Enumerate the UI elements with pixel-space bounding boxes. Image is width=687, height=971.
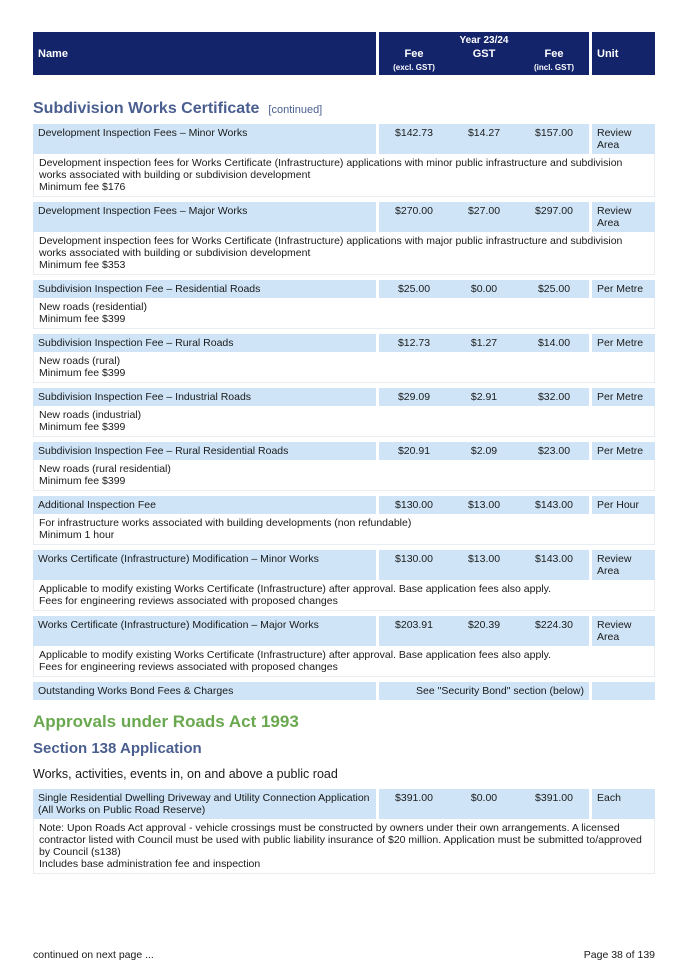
fee-gst: $1.27 xyxy=(449,334,519,352)
fee-excl-gst: $29.09 xyxy=(379,388,449,406)
fee-description-line: New roads (rural) xyxy=(39,355,121,367)
fee-incl-gst: $391.00 xyxy=(519,789,589,819)
fee-description xyxy=(33,232,655,275)
fee-description xyxy=(33,580,655,611)
fee-description xyxy=(33,646,655,677)
fee-rows xyxy=(33,124,655,677)
fee-description-line: Minimum fee $399 xyxy=(39,421,126,433)
header-fee-incl: Fee (incl. GST) xyxy=(534,48,574,72)
roads-fee-description: Note: Upon Roads Act approval - vehicle crossings must be constructed by owners under their own arrangements. A licensed contractor listed with Council must be used with public liability insurance of $20 million. Application must be submitted to/approved by Council (s138) Includes base administration fee and inspection xyxy=(33,819,655,874)
section-138-heading: Section 138 Application xyxy=(33,740,202,757)
fee-row xyxy=(33,334,655,352)
header-gst: GST xyxy=(472,48,496,60)
header-name: Name xyxy=(33,32,376,75)
fee-description xyxy=(33,154,655,197)
fee-unit: Per Metre xyxy=(592,442,655,460)
header-year-group xyxy=(379,32,589,75)
fee-description-line: Minimum fee $353 xyxy=(39,259,126,271)
fee-gst: $13.00 xyxy=(449,550,519,580)
fee-incl-gst: $157.00 xyxy=(519,124,589,154)
fee-excl-gst: $20.91 xyxy=(379,442,449,460)
fee-description-line: Applicable to modify existing Works Certificate (Infrastructure) after approval. Base application fees also apply. xyxy=(39,649,552,661)
fee-excl-gst: $142.73 xyxy=(379,124,449,154)
fee-description-line: New roads (rural residential) xyxy=(39,463,171,475)
fee-name: Subdivision Inspection Fee – Rural Residential Roads xyxy=(33,442,376,460)
fee-incl-gst: $25.00 xyxy=(519,280,589,298)
header-unit: Unit xyxy=(592,32,655,75)
fee-description-line: Minimum 1 hour xyxy=(39,529,115,541)
fee-incl-gst: $23.00 xyxy=(519,442,589,460)
fee-gst: $2.09 xyxy=(449,442,519,460)
fee-name: Works Certificate (Infrastructure) Modification – Major Works xyxy=(33,616,376,646)
fee-row xyxy=(33,280,655,298)
fee-unit: Review Area xyxy=(592,124,655,154)
fee-description-line: Development inspection fees for Works Certificate (Infrastructure) applications with major public infrastructure and subdivision works associated with building or subdivision development xyxy=(39,235,623,259)
fee-unit: Review Area xyxy=(592,550,655,580)
bond-row xyxy=(33,682,655,700)
fee-name: Development Inspection Fees – Major Works xyxy=(33,202,376,232)
fee-description-line: New roads (industrial) xyxy=(39,409,142,421)
fee-description xyxy=(33,406,655,437)
fee-unit: Each xyxy=(592,789,655,819)
fee-unit: Per Metre xyxy=(592,280,655,298)
header-year: Year 23/24 xyxy=(459,35,509,46)
section-138-description: Works, activities, events in, on and above a public road xyxy=(33,767,338,781)
fee-description-line: New roads (residential) xyxy=(39,301,147,313)
fee-description xyxy=(33,352,655,383)
fee-unit: Per Metre xyxy=(592,388,655,406)
fee-row xyxy=(33,124,655,154)
fee-gst: $0.00 xyxy=(449,280,519,298)
fee-excl-gst: $130.00 xyxy=(379,550,449,580)
page-number: Page 38 of 139 xyxy=(583,949,655,961)
fee-name: Subdivision Inspection Fee – Residential Roads xyxy=(33,280,376,298)
fee-gst: $13.00 xyxy=(449,496,519,514)
fee-name: Additional Inspection Fee xyxy=(33,496,376,514)
fee-schedule-page xyxy=(33,32,655,874)
table-header xyxy=(33,32,655,75)
fee-description-line: Applicable to modify existing Works Certificate (Infrastructure) after approval. Base application fees also apply. xyxy=(39,583,552,595)
bond-row-span: See "Security Bond" section (below) xyxy=(379,682,589,700)
fee-excl-gst: $270.00 xyxy=(379,202,449,232)
fee-gst: $20.39 xyxy=(449,616,519,646)
roads-act-heading: Approvals under Roads Act 1993 xyxy=(33,712,299,731)
fee-description-line: Minimum fee $176 xyxy=(39,181,126,193)
fee-excl-gst: $12.73 xyxy=(379,334,449,352)
fee-incl-gst: $32.00 xyxy=(519,388,589,406)
fee-description-line: Minimum fee $399 xyxy=(39,313,126,325)
fee-name: Works Certificate (Infrastructure) Modification – Minor Works xyxy=(33,550,376,580)
fee-name: Single Residential Dwelling Driveway and Utility Connection Application (All Works on Public Road Reserve) xyxy=(33,789,376,819)
fee-description xyxy=(33,514,655,545)
fee-description xyxy=(33,460,655,491)
fee-incl-gst: $297.00 xyxy=(519,202,589,232)
fee-description-line: Minimum fee $399 xyxy=(39,367,126,379)
fee-incl-gst: $14.00 xyxy=(519,334,589,352)
fee-description-line: For infrastructure works associated with building developments (non refundable) xyxy=(39,517,412,529)
fee-gst: $14.27 xyxy=(449,124,519,154)
fee-gst: $2.91 xyxy=(449,388,519,406)
fee-gst: $0.00 xyxy=(449,789,519,819)
header-fee: Fee (excl. GST) xyxy=(393,48,435,72)
fee-name: Subdivision Inspection Fee – Industrial Roads xyxy=(33,388,376,406)
bond-row-unit xyxy=(592,682,655,700)
fee-row xyxy=(33,202,655,232)
fee-description xyxy=(33,298,655,329)
fee-excl-gst: $25.00 xyxy=(379,280,449,298)
section-title: Subdivision Works Certificate [continued] xyxy=(33,100,323,117)
fee-unit: Per Metre xyxy=(592,334,655,352)
fee-gst: $27.00 xyxy=(449,202,519,232)
fee-row xyxy=(33,616,655,646)
fee-excl-gst: $391.00 xyxy=(379,789,449,819)
fee-name: Development Inspection Fees – Minor Works xyxy=(33,124,376,154)
fee-row xyxy=(33,550,655,580)
fee-incl-gst: $143.00 xyxy=(519,550,589,580)
fee-description-line: Fees for engineering reviews associated with proposed changes xyxy=(39,661,338,673)
fee-excl-gst: $203.91 xyxy=(379,616,449,646)
fee-unit: Review Area xyxy=(592,202,655,232)
fee-incl-gst: $224.30 xyxy=(519,616,589,646)
fee-description-line: Minimum fee $399 xyxy=(39,475,126,487)
continued-note: continued on next page ... xyxy=(33,949,154,961)
fee-description-line: Fees for engineering reviews associated with proposed changes xyxy=(39,595,338,607)
fee-description-line: Development inspection fees for Works Certificate (Infrastructure) applications with minor public infrastructure and subdivision works associated with building or subdivision development xyxy=(39,157,623,181)
fee-unit: Review Area xyxy=(592,616,655,646)
fee-name: Subdivision Inspection Fee – Rural Roads xyxy=(33,334,376,352)
fee-row xyxy=(33,388,655,406)
fee-excl-gst: $130.00 xyxy=(379,496,449,514)
fee-unit: Per Hour xyxy=(592,496,655,514)
fee-incl-gst: $143.00 xyxy=(519,496,589,514)
roads-fee-row xyxy=(33,789,655,819)
fee-row xyxy=(33,442,655,460)
bond-row-name: Outstanding Works Bond Fees & Charges xyxy=(33,682,376,700)
fee-row xyxy=(33,496,655,514)
